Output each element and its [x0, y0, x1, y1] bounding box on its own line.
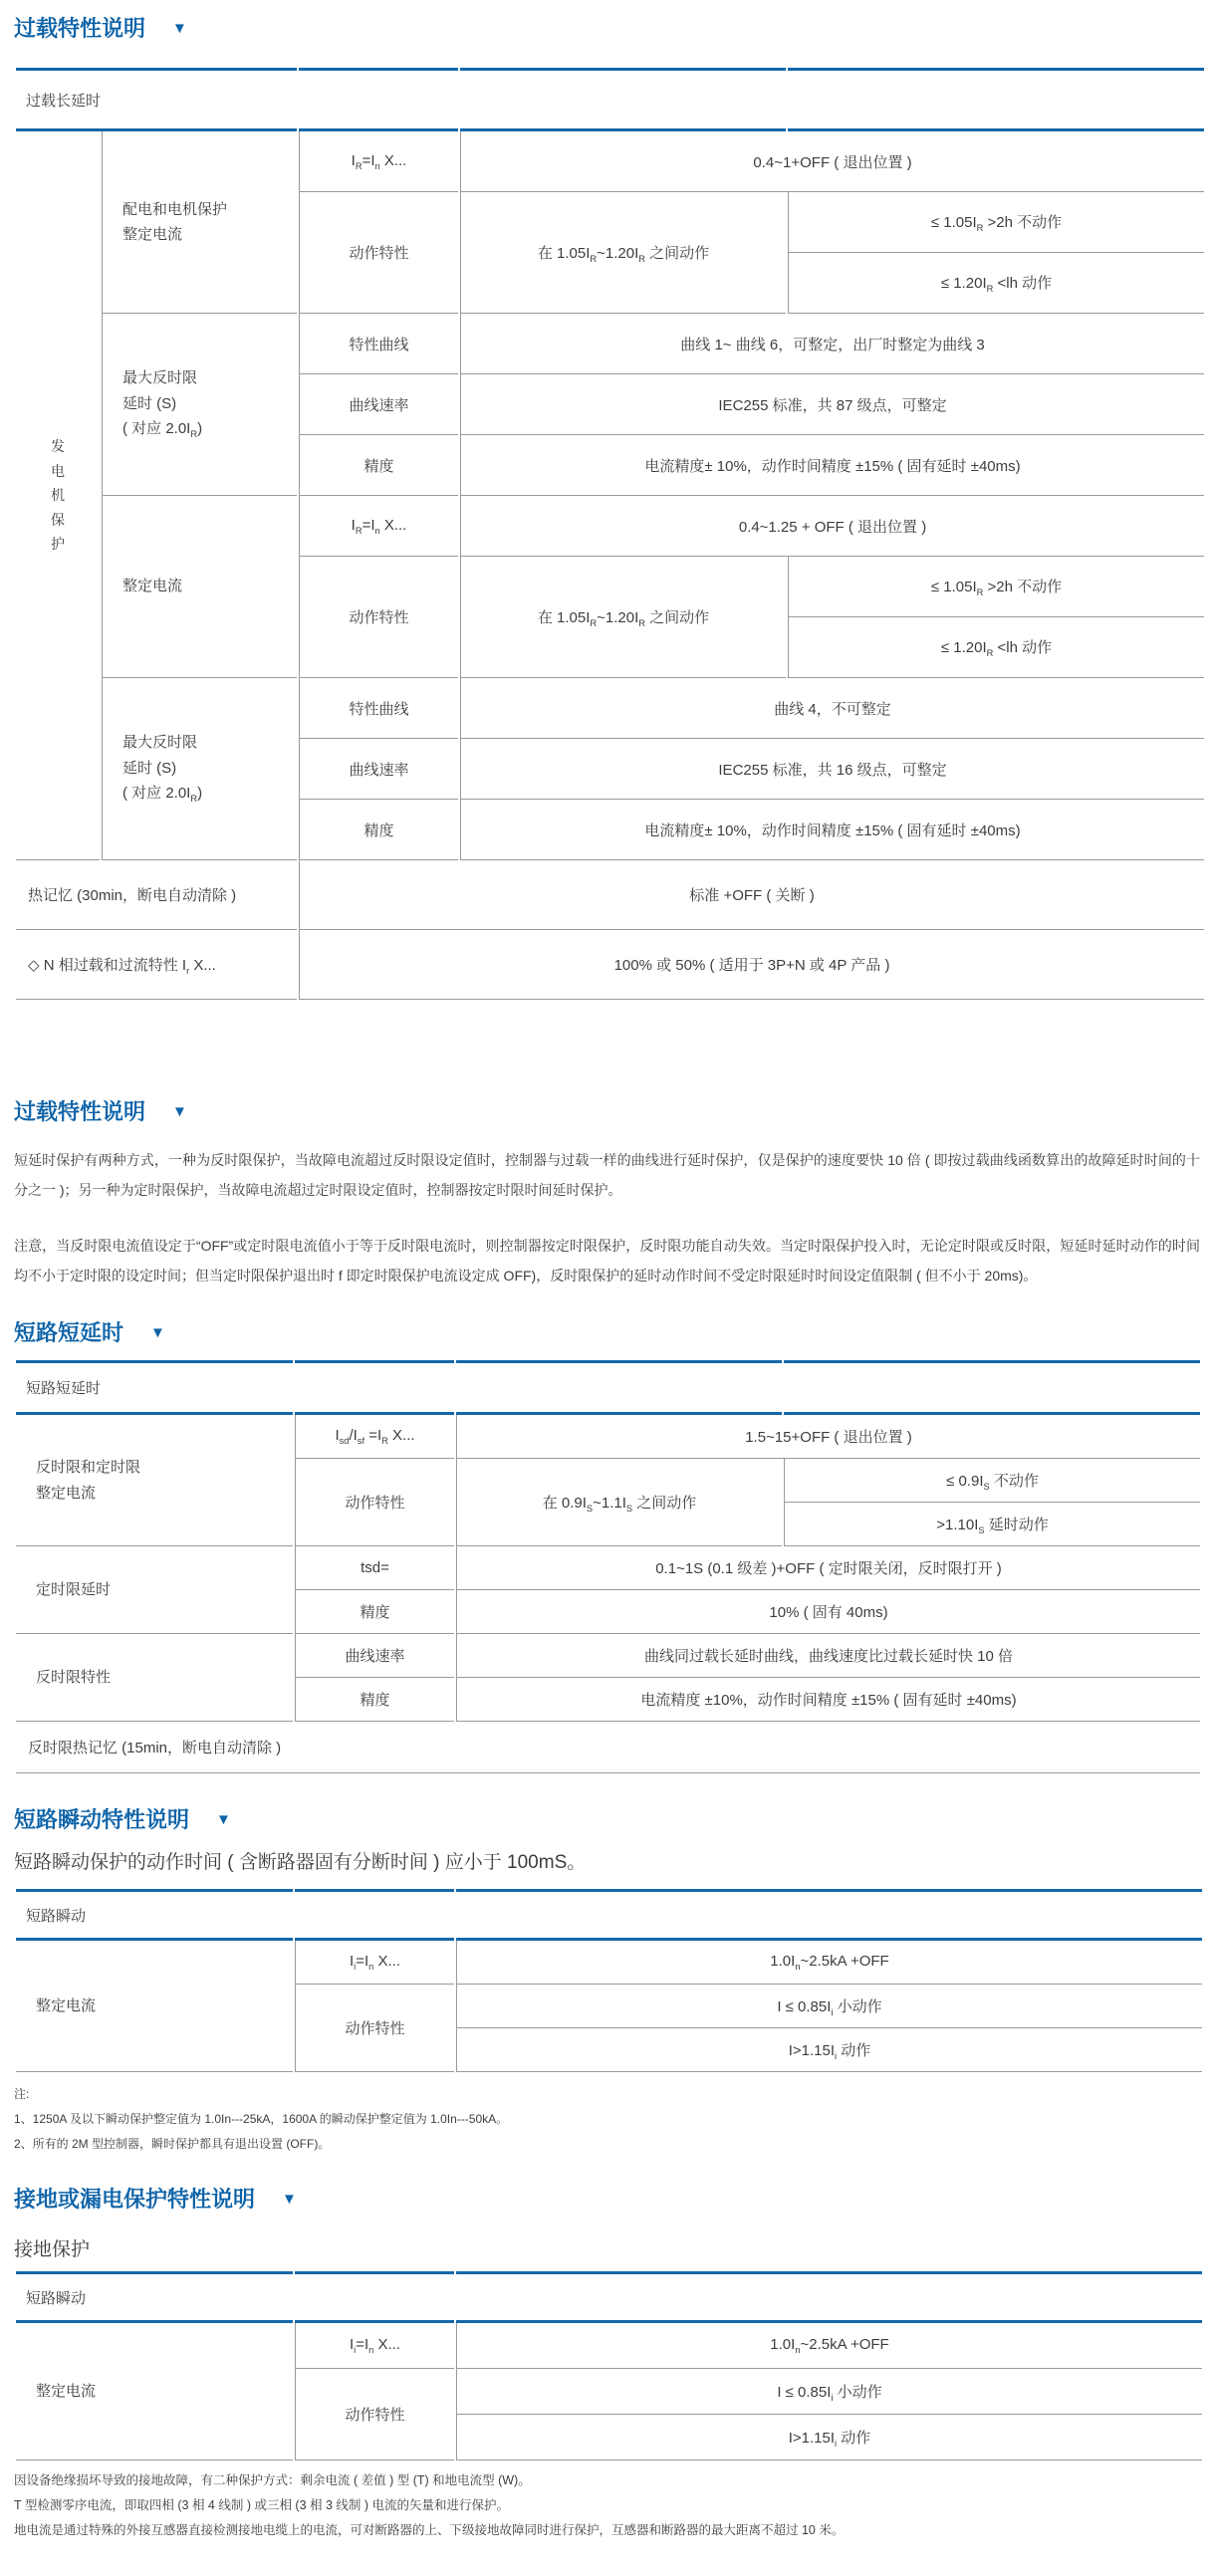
table-header-spacer [295, 1889, 454, 1941]
param-value: 1.5~15+OFF ( 退出位置 ) [456, 1415, 1200, 1459]
table-row [16, 2323, 1202, 2369]
table-header-spacer [460, 68, 786, 131]
param-value: IEC255 标准，共 16 级点，可整定 [460, 739, 1204, 800]
section-title-text: 接地或漏电保护特性说明 [14, 2187, 256, 2212]
param-value: 0.1~1S (0.1 级差 )+OFF ( 定时限关闭，反时限打开 ) [456, 1546, 1200, 1590]
ground-protection-subtitle: 接地保护 [14, 2239, 91, 2260]
instantaneous-notes [14, 2082, 1200, 2157]
table-row [16, 930, 1204, 1000]
param-value: 在 $0.9I_S\sim 1.1I_S$ 之间动作 [456, 1459, 782, 1546]
param-subvalue: ≤ $1.20I_R <lh$ 动作 [788, 617, 1204, 678]
param-label: 曲线速率 [295, 1634, 454, 1678]
section-instantaneous [14, 1807, 1200, 2157]
param-label: 动作特性 [295, 1459, 454, 1546]
param-subvalue: ≤ $1.20I_R <lh$ 动作 [788, 253, 1204, 314]
overload-long-delay-table [14, 68, 1206, 1000]
footer-label-text: N 相过载和过流特性 $I_r$ X... [43, 956, 216, 976]
section-arrow-icon[interactable]: ▼ [150, 1324, 165, 1341]
param-label: 曲线速率 [299, 739, 458, 800]
section-overload-description [14, 1099, 1200, 1290]
group-label: 整定电流 [16, 2323, 293, 2460]
section-title-text: 过载特性说明 [14, 1099, 146, 1124]
table-header-row [16, 1889, 1202, 1941]
param-label: 特性曲线 [299, 678, 458, 739]
footer-value: 100% 或 50% ( 适用于 3P+N 或 4P 产品 ) [299, 930, 1204, 1000]
param-value: $1.0I_n\sim 2.5kA +OFF$ [456, 1941, 1202, 1985]
param-subvalue: $>1.10I_S$ 延时动作 [784, 1503, 1200, 1546]
param-label: 动作特性 [295, 2369, 454, 2460]
group-label: 反时限和定时限 整定电流 [16, 1415, 293, 1546]
table-row [16, 678, 1204, 739]
table-row [16, 1634, 1200, 1678]
table-header-spacer [784, 1360, 1200, 1415]
param-label: 特性曲线 [299, 314, 458, 374]
param-label: 动作特性 [295, 1985, 454, 2072]
section-title-ground [14, 2187, 1200, 2213]
param-label: 精度 [299, 435, 458, 496]
group-label: 配电和电机保护 整定电流 [102, 131, 297, 314]
param-value: 曲线 4，不可整定 [460, 678, 1204, 739]
param-subvalue: $I>1.15I_i$ 动作 [456, 2028, 1202, 2072]
param-value: 曲线同过载长延时曲线，曲线速度比过载长延时快 10 倍 [456, 1634, 1200, 1678]
table-row [16, 1546, 1200, 1590]
section-title-text: 过载特性说明 [14, 16, 146, 41]
group-label: 整定电流 [102, 496, 297, 678]
table-row [16, 860, 1204, 930]
table-header-label: 短路短延时 [16, 1360, 293, 1415]
footnote-line: T 型检测零序电流，即取四相 (3 相 4 线制 ) 或三相 (3 相 3 线制 ) 电流的矢量和进行保护。 [14, 2498, 510, 2512]
table-header-spacer [788, 68, 1204, 131]
section-title-overload [14, 16, 1200, 42]
param-value: 电流精度± 10%，动作时间精度 ±15% ( 固有延时 ±40ms) [460, 435, 1204, 496]
param-label: 精度 [295, 1590, 454, 1634]
ground-protection-table [14, 2271, 1204, 2460]
table-header-label: 短路瞬动 [16, 1889, 293, 1941]
note-line: 2、所有的 2M 型控制器，瞬时保护都具有退出设置 (OFF)。 [14, 2137, 331, 2151]
param-label: $I_R=I_n$ X... [299, 131, 458, 192]
note-line: 注: [14, 2087, 30, 2101]
param-subvalue: $I \le 0.85I_i$ 小动作 [456, 1985, 1202, 2028]
table-header-row [16, 68, 1204, 131]
table-row [16, 131, 1204, 192]
table-header-label: 过载长延时 [16, 68, 297, 131]
param-value: 电流精度 ±10%，动作时间精度 ±15% ( 固有延时 ±40ms) [456, 1678, 1200, 1722]
param-label: 动作特性 [299, 192, 458, 314]
overload-desc-paragraph-1: 短延时保护有两种方式，一种为反时限保护，当故障电流超过反时限设定值时，控制器与过载一样的曲线进行延时保护，仅是保护的速度要快 10 倍 ( 即按过载曲线函数算出的故障延时时间的十分之一 )；另一种为定时限保护，当故障电流超过定时限设定值时，控制器按定时限时间延时保护。 [14, 1152, 1200, 1198]
param-label: 动作特性 [299, 557, 458, 678]
param-label: 精度 [295, 1678, 454, 1722]
table-header-label: 短路瞬动 [16, 2271, 293, 2323]
section-title-instantaneous [14, 1807, 1200, 1833]
side-label-generator-protection: 发 电 机 保 护 [16, 131, 100, 860]
section-arrow-icon[interactable]: ▼ [172, 20, 187, 37]
param-value: 在 $1.05I_R\sim 1.20I_R$ 之间动作 [460, 557, 786, 678]
table-header-spacer [456, 1360, 782, 1415]
param-value: 10% ( 固有 40ms) [456, 1590, 1200, 1634]
section-arrow-icon[interactable]: ▼ [282, 2191, 297, 2208]
param-label: 精度 [299, 800, 458, 860]
param-label: 曲线速率 [299, 374, 458, 435]
group-label: 定时限延时 [16, 1546, 293, 1634]
group-label: 最大反时限 延时 (S) ( 对应 $2.0I_R$) [102, 678, 297, 860]
section-title-overload-desc [14, 1099, 1200, 1125]
footer-label: 反时限热记忆 (15min，断电自动清除 ) [16, 1722, 1200, 1773]
param-value: $1.0I_n\sim 2.5kA +OFF$ [456, 2323, 1202, 2369]
ground-protection-footnotes [14, 2468, 1200, 2543]
param-label: tsd= [295, 1546, 454, 1590]
table-header-spacer [456, 1889, 1202, 1941]
param-value: 0.4~1+OFF ( 退出位置 ) [460, 131, 1204, 192]
param-value: 电流精度± 10%，动作时间精度 ±15% ( 固有延时 ±40ms) [460, 800, 1204, 860]
section-title-text: 短路短延时 [14, 1320, 124, 1345]
section-title-text: 短路瞬动特性说明 [14, 1807, 190, 1832]
short-delay-table [14, 1360, 1202, 1773]
param-label: $I_{sd}/I_{sf} =I_R$ X... [295, 1415, 454, 1459]
table-row [16, 1722, 1200, 1773]
param-value: 曲线 1~ 曲线 6，可整定，出厂时整定为曲线 3 [460, 314, 1204, 374]
table-header-spacer [456, 2271, 1202, 2323]
param-label: $I_R=I_n$ X... [299, 496, 458, 557]
table-row [16, 1415, 1200, 1459]
footer-label: 热记忆 (30min，断电自动清除 ) [16, 860, 297, 930]
section-overload [14, 16, 1200, 1000]
table-header-row [16, 1360, 1200, 1415]
group-label: 整定电流 [16, 1941, 293, 2072]
section-arrow-icon[interactable]: ▼ [172, 1103, 187, 1120]
param-label: $I_i=I_n$ X... [295, 2323, 454, 2369]
table-row [16, 496, 1204, 557]
group-label: 最大反时限 延时 (S) ( 对应 $2.0I_R$) [102, 314, 297, 496]
footnote-line: 因设备绝缘损坏导致的接地故障，有二种保护方式：剩余电流 ( 差值 ) 型 (T) 和地电流型 (W)。 [14, 2473, 531, 2487]
footer-value: 标准 +OFF ( 关断 ) [299, 860, 1204, 930]
param-subvalue: ≤ $1.05I_R >2h$ 不动作 [788, 557, 1204, 617]
table-header-spacer [295, 2271, 454, 2323]
param-value: 在 $1.05I_R\sim 1.20I_R$ 之间动作 [460, 192, 786, 314]
table-header-spacer [299, 68, 458, 131]
param-subvalue: ≤ $0.9I_S$ 不动作 [784, 1459, 1200, 1503]
group-label: 反时限特性 [16, 1634, 293, 1722]
param-subvalue: ≤ $1.05I_R >2h$ 不动作 [788, 192, 1204, 253]
section-arrow-icon[interactable]: ▼ [216, 1811, 231, 1828]
diamond-icon: ◇ [28, 956, 40, 974]
table-row [16, 314, 1204, 374]
param-subvalue: $I \le 0.85I_i$ 小动作 [456, 2369, 1202, 2415]
footnote-line: 地电流是通过特殊的外接互感器直接检测接地电缆上的电流，可对断路器的上、下级接地故障同时进行保护，互感器和断路器的最大距离不超过 10 米。 [14, 2523, 845, 2537]
section-ground-protection [14, 2187, 1200, 2543]
param-value: 0.4~1.25 + OFF ( 退出位置 ) [460, 496, 1204, 557]
note-line: 1、1250A 及以下瞬动保护整定值为 1.0In---25kA，1600A 的瞬动保护整定值为 1.0In---50kA。 [14, 2112, 509, 2126]
footer-label [16, 930, 297, 1000]
overload-desc-paragraph-2: 注意，当反时限电流值设定于“OFF”或定时限电流值小于等于反时限电流时，则控制器按定时限保护，反时限功能自动失效。当定时限保护投入时，无论定时限或反时限，短延时延时动作的时间均不小于定时限的设定时间；但当定时限保护退出时 f 即定时限保护电流设定成 OFF)，反时限保护的延时动作时间不受定时限延时时间设定值限制 ( 但不小于 20ms)。 [14, 1238, 1200, 1284]
table-header-spacer [295, 1360, 454, 1415]
instantaneous-lead-text: 短路瞬动保护的动作时间 ( 含断路器固有分断时间 ) 应小于 100mS。 [14, 1852, 587, 1873]
section-short-delay [14, 1320, 1200, 1773]
param-value: IEC255 标准，共 87 级点，可整定 [460, 374, 1204, 435]
table-header-row [16, 2271, 1202, 2323]
param-subvalue: $I>1.15I_i$ 动作 [456, 2415, 1202, 2460]
table-row [16, 1941, 1202, 1985]
param-label: $I_i=I_n$ X... [295, 1941, 454, 1985]
instantaneous-table [14, 1889, 1204, 2072]
section-title-short-delay [14, 1320, 1200, 1346]
